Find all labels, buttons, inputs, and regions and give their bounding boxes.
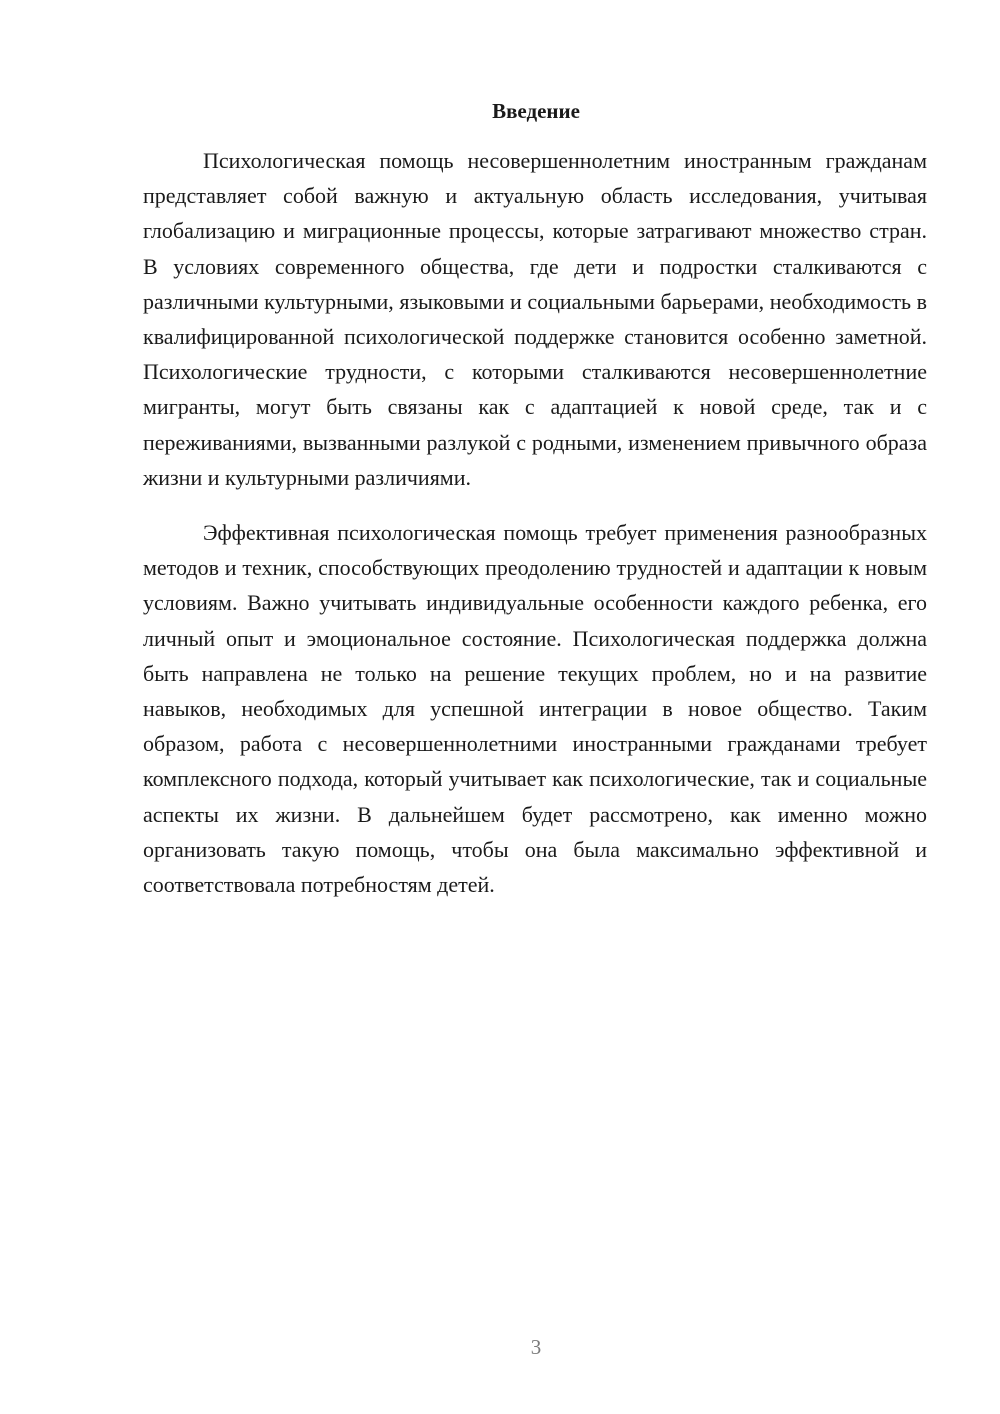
paragraph-2: Эффективная психологическая помощь требует применения разнообразных методов и техник, способствующих преодолению трудностей и адаптации к новым условиям. Важно учитывать индивидуальные особенности каждого ребенка, его личный опыт и эмоциональное состояние. Психологическая поддержка должна быть направлена не только на решение текущих проблем, но и на развитие навыков, необходимых для успешной интеграции в новое общество. Таким образом, работа с несовершеннолетними иностранными гражданами требует комплексного подхода, который учитывает как психологические, так и социальные аспекты их жизни. В дальнейшем будет рассмотрено, как именно можно организовать такую помощь, чтобы она была максимально эффективной и соответствовала потребностям детей. (143, 520, 927, 898)
paragraph-1: Психологическая помощь несовершеннолетним иностранным гражданам представляет собой важную и актуальную область исследования, учитывая глобализацию и миграционные процессы, которые затрагивают множество стран. В условиях современного общества, где дети и подростки сталкиваются с различными культурными, языковыми и социальными барьерами, необходимость в квалифицированной психологической поддержке становится особенно заметной. Психологические трудности, с которыми сталкиваются несовершеннолетние мигранты, могут быть связаны как с адаптацией к новой среде, так и с переживаниями, вызванными разлукой с родными, изменением привычного образа жизни и культурными различиями. (143, 148, 927, 490)
section-heading: Введение (492, 99, 580, 123)
page-number: 3 (530, 1335, 542, 1359)
body-text (143, 143, 927, 902)
